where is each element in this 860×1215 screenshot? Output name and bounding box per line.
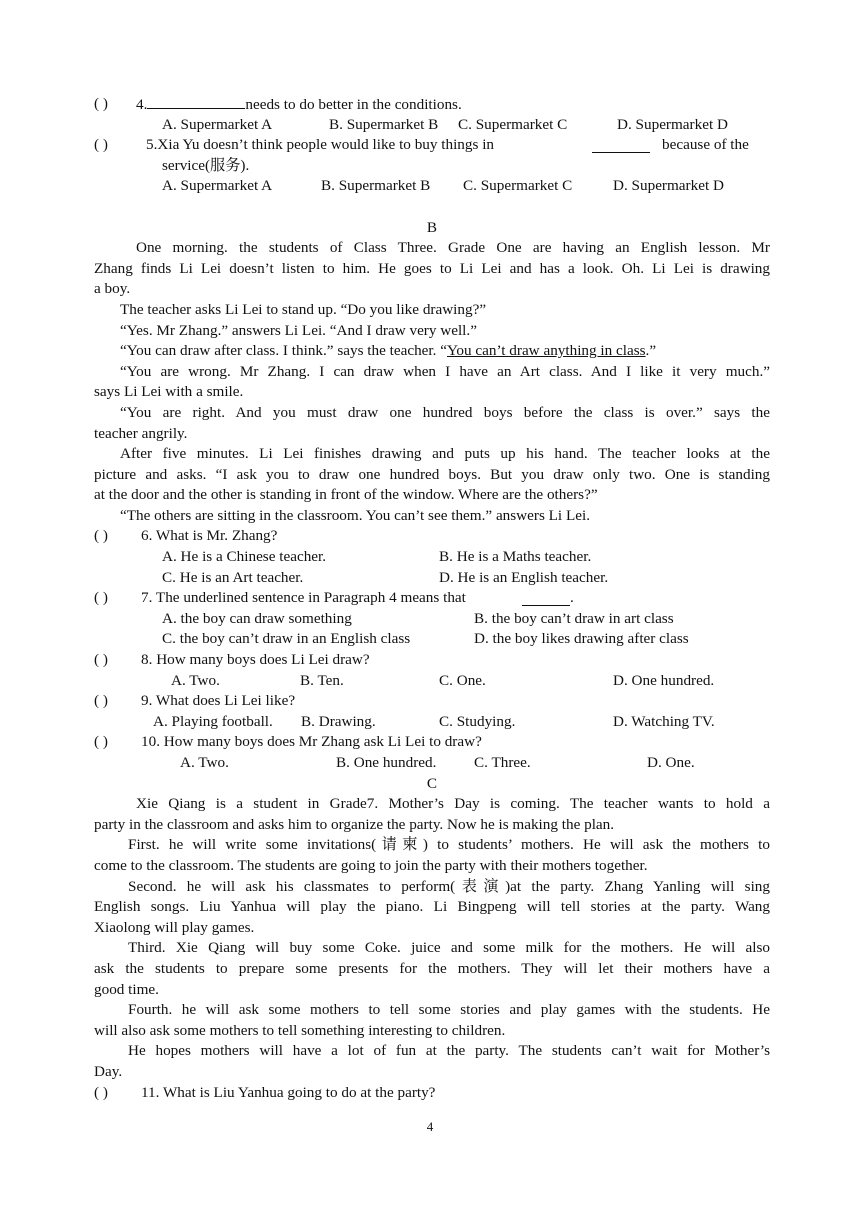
question-text-end: because of the [662, 136, 749, 154]
answer-paren: ( ) [94, 136, 108, 154]
option-a: A. He is a Chinese teacher. [162, 548, 327, 566]
question-text: 7. The underlined sentence in Paragraph 4 means that [141, 589, 466, 607]
answer-paren: ( ) [94, 651, 108, 669]
passage-c-line: good time. [94, 980, 159, 998]
passage-c-line: party in the classroom and asks him to organize the party. Now he is making the plan. [94, 815, 615, 833]
passage-c-line: He hopes mothers will have a lot of fun at the party. The students can’t wait for Mother’s [128, 1042, 770, 1060]
passage-c-line: Second. he will ask his classmates to perform(表演)at the party. Zhang Yanling will sing [128, 877, 770, 895]
option-c: C. One. [439, 671, 486, 689]
option-d: D. He is an English teacher. [439, 568, 609, 586]
passage-b-line: teacher angrily. [94, 424, 188, 442]
option-c: C. Studying. [439, 712, 516, 730]
passage-c-line: English songs. Liu Yanhua will play the piano. Li Bingpeng will tell stories at the party. Wang [94, 898, 770, 916]
question-text: 6. What is Mr. Zhang? [141, 527, 278, 545]
option-c: C. He is an Art teacher. [162, 568, 304, 586]
question-10 [94, 732, 770, 753]
section-heading-b: B [426, 218, 438, 236]
answer-blank [522, 591, 570, 606]
option-d: D. Supermarket D [617, 115, 728, 133]
question-5-cont [94, 156, 770, 177]
option-a: A. the boy can draw something [162, 609, 352, 627]
answer-paren: ( ) [94, 733, 108, 751]
option-b: B. Supermarket B [321, 177, 431, 195]
passage-b-line: a boy. [94, 280, 131, 298]
passage-b-line: “Yes. Mr Zhang.” answers Li Lei. “And I draw very well.” [120, 321, 477, 339]
option-d: D. the boy likes drawing after class [474, 630, 689, 648]
passage-b-line: Zhang finds Li Lei doesn’t listen to him. He goes to Li Lei and has a look. Oh. Li Lei is drawing [94, 259, 770, 277]
option-b: B. One hundred. [336, 754, 437, 771]
passage-b-line: “You are right. And you must draw one hundred boys before the class is over.” says the [120, 403, 770, 421]
passage-c-line: Xiaolong will play games. [94, 918, 255, 936]
answer-paren: ( ) [94, 692, 108, 710]
passage-b-line: picture and asks. “I ask you to draw one hundred boys. But you draw only two. One is standing [94, 465, 770, 483]
passage-c-line: will also ask some mothers to tell something interesting to children. [94, 1021, 506, 1039]
question-7: ( ) 7. The underlined sentence in Paragraph 4 means that . [94, 588, 770, 609]
question-6 [94, 526, 770, 547]
option-d: D. One hundred. [613, 671, 715, 689]
answer-blank [147, 94, 245, 109]
question-5-options [94, 176, 770, 197]
option-a: A. Two. [180, 754, 229, 771]
question-text: 10. How many boys does Mr Zhang ask Li Lei to draw? [141, 733, 482, 751]
question-10-options [94, 753, 770, 774]
option-a: A. Supermarket A [162, 177, 273, 195]
option-c: C. Three. [474, 754, 531, 771]
passage-b-line: “The others are sitting in the classroom. You can’t see them.” answers Li Lei. [120, 506, 590, 524]
answer-blank [592, 138, 650, 153]
passage-c-line: Day. [94, 1062, 123, 1080]
option-a: A. Supermarket A [162, 115, 273, 133]
answer-paren: ( ) [94, 1083, 108, 1101]
passage-c-line: Fourth. he will ask some mothers to tell some stories and play games with the students. He [128, 1001, 770, 1019]
question-9 [94, 691, 770, 712]
option-b: B. Supermarket B [329, 115, 439, 133]
question-number: 4. [136, 96, 148, 113]
page-number: 4 [426, 1119, 434, 1134]
option-d: D. Supermarket D [613, 177, 724, 195]
question-text: needs to do better in the conditions. [245, 96, 462, 113]
passage-b-line: “You can draw after class. I think.” says the teacher. “You can’t draw anything in class.” [120, 342, 657, 360]
passage-b-line: at the door and the other is standing in front of the window. Where are the others?” [94, 486, 598, 504]
passage-b-line: One morning. the students of Class Three. Grade One are having an English lesson. Mr [136, 239, 770, 257]
question-8-options [94, 671, 770, 692]
answer-paren: ( ) [94, 527, 108, 545]
question-11 [94, 1083, 770, 1104]
passage-b-line: says Li Lei with a smile. [94, 383, 244, 401]
question-4 [94, 94, 770, 115]
option-c: C. the boy can’t draw in an English class [162, 630, 411, 648]
passage-c-line: Xie Qiang is a student in Grade7. Mother’s Day is coming. The teacher wants to hold a [136, 795, 770, 813]
passage-c-line: Third. Xie Qiang will buy some Coke. juice and some milk for the mothers. He will also [128, 939, 770, 957]
passage-b-line: “You are wrong. Mr Zhang. I can draw when I have an Art class. And I like it very much.” [120, 362, 770, 380]
question-7-options [94, 609, 770, 630]
option-a: A. Playing football. [153, 712, 273, 730]
question-text: 5.Xia Yu doesn’t think people would like to buy things in [146, 136, 495, 154]
option-b: B. Drawing. [301, 712, 376, 730]
passage-c-line: First. he will write some invitations(请柬) to students’ mothers. He will ask the mothers to [128, 836, 770, 854]
question-8 [94, 650, 770, 671]
question-4-options [94, 115, 770, 136]
answer-paren: ( ) [94, 95, 108, 112]
question-text: 8. How many boys does Li Lei draw? [141, 651, 370, 669]
option-d: D. Watching TV. [613, 712, 715, 730]
question-6-options [94, 547, 770, 568]
question-text: 11. What is Liu Yanhua going to do at the party? [141, 1083, 436, 1101]
passage-c-line: come to the classroom. The students are going to join the party with their mothers together. [94, 856, 648, 874]
question-text-cont: service(服务). [162, 156, 250, 174]
option-c: C. Supermarket C [463, 177, 573, 195]
passage-c-line: ask the students to prepare some presents for the mothers. They will let their mothers have a [94, 959, 770, 977]
question-7-options [94, 629, 770, 650]
question-9-options [94, 712, 770, 733]
option-d: D. One. [647, 754, 695, 771]
passage-b-line: The teacher asks Li Lei to stand up. “Do you like drawing?” [120, 300, 487, 318]
question-6-options [94, 568, 770, 589]
question-text: 9. What does Li Lei like? [141, 692, 296, 710]
option-c: C. Supermarket C [458, 115, 568, 133]
section-heading-c: C [426, 774, 438, 792]
underlined-sentence: You can’t draw anything in class [446, 342, 646, 360]
answer-paren: ( ) [94, 589, 108, 607]
exam-page [94, 94, 770, 1103]
passage-b-line: After five minutes. Li Lei finishes drawing and puts up his hand. The teacher looks at the [120, 445, 770, 463]
question-5 [94, 135, 770, 156]
option-b: B. He is a Maths teacher. [439, 548, 592, 566]
option-a: A. Two. [171, 671, 220, 689]
option-b: B. the boy can’t draw in art class [474, 609, 674, 627]
option-b: B. Ten. [300, 671, 344, 689]
